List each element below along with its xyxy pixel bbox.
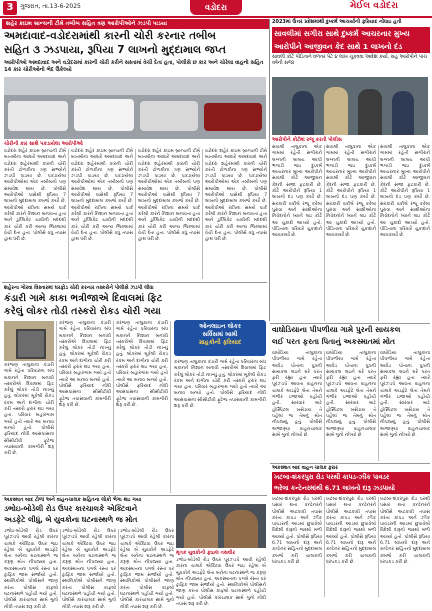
story5-body-col2	[326, 497, 376, 597]
story6-headline-line2: અડફેટે લીધું, બે યુવકોના ઘટનાસ્થળે જ મોત	[4, 515, 138, 524]
story4-body: વાઘોડિયા તાલુકાના પીપળીયા ગામે રહેતા આધેડ પોતાના પુત્રની સાયકલ લઇને ઘરે પરત ફરી રહ્યા હતા ત્યારે પૂરઝડપે આવતા વાહનના ચાલકે અડફેટે લેતા તેમને ગંભીર ઇજાઓ પહોંચી હતી. સારવાર માટે હોસ્પિટલ ખસેડાય તે પહેલાં જ તેમનું મોત નીપજ્યું હતું. પોલીસે અજાણ્યા વાહનચાલક સામે ગુનો નોંધ્યો છે.	[272, 351, 322, 438]
section-divider	[270, 463, 430, 464]
story6-photo-caption: મૃતક યુવકોની ફાઇલ તસવીર	[176, 550, 236, 556]
story3-body-col1	[4, 363, 54, 493]
section-divider	[2, 282, 267, 283]
story6-body-col1	[4, 529, 58, 610]
story6-kicker: અકસ્માત બાદ ટોળાં અને વાહનચાલક સહિતના લોકો ભેગા થઇ ગયા	[4, 497, 142, 503]
col-divider	[378, 351, 379, 461]
section-divider	[270, 323, 430, 324]
story1-body: વડોદરા શહેર ક્રાઇમ બ્રાન્ચની ટીમે બાતમીના આધારે અમદાવાદ અને વડોદરા શહેરમાંથી કારની ચોરી કરતી ટોળકીના ત્રણ સભ્યોને ઝડપી પાડયા છે. પકડાયેલા આરોપીઓમાં એક તબીબનો પણ સમાવેશ થાય છે. પોલીસે આરોપીઓ પાસેથી રૂપિયા 7 લાખનો મુદ્દામાલ કબજે કર્યો છે. આરોપીઓ રાત્રિના સમયે પાર્ક કરેલી કારને નિશાન બનાવતા હતા અને ડુપ્લિકેટ ચાવીની મદદથી કાર ચોરી કરી અન્ય જિલ્લામાં વેચી દેતા હતા. પોલીસે વધુ તપાસ હાથ ધરી છે.	[4, 149, 66, 243]
story2-headline-line1: સાવલીમાં સગીરા સાથે દુષ્કર્મ આચરનાર મુખ્ય	[272, 27, 430, 40]
col-divider	[324, 497, 325, 597]
page-column-divider	[269, 19, 270, 321]
story6-body-cont: ડભોઇ-બોડેલી રોડ ઉપર પૂરઝડપે આવી રહેલી કારના ચાલકે એક્ટિવા ઉપર જઇ રહેલા બે યુવકોને અડફેટે લેતા બંનેના ઘટનાસ્થળે જ કરૂણ મોત નીપજ્યા હતા. અકસ્માતના પગલે રસ્તા પર ટ્રાફિક જામ સર્જાયો હતો. સ્થાનિકોએ પોલીસને જાણ કરતા પોલીસ કાફલો ઘટનાસ્થળે પહોંચી ગયો હતો. પોલીસે કારચાલક સામે ગુનો નોંધી તપાસ શરૂ કરી છે.	[62, 529, 116, 610]
story3-body-col4	[174, 360, 266, 493]
story6-headline-line1: ડભોઇ-બોડેલી રોડ ઉપર કારચાલકે એક્ટિવાને	[4, 504, 138, 513]
story1-body-col4	[205, 149, 267, 279]
col-divider	[135, 149, 136, 279]
notice-box	[174, 320, 266, 356]
story5-kicker: અકસ્માત બાદ વાહન ચાલક ફરાર	[272, 466, 338, 471]
story6-photo	[176, 504, 266, 548]
story1-photo-caption: ચોરીની કાર સાથે પકડાયેલા આરોપીઓ	[4, 141, 83, 147]
story6-body-col3	[120, 529, 174, 610]
story1-body-col1	[4, 149, 66, 279]
notice-line1: ઓનલાઇન લોકર	[199, 323, 241, 330]
story1-body-cont: વડોદરા શહેર ક્રાઇમ બ્રાન્ચની ટીમે બાતમીના આધારે અમદાવાદ અને વડોદરા શહેરમાંથી કારની ચોરી કરતી ટોળકીના ત્રણ સભ્યોને ઝડપી પાડયા છે. પકડાયેલા આરોપીઓમાં એક તબીબનો પણ સમાવેશ થાય છે. પોલીસે આરોપીઓ પાસેથી રૂપિયા 7 લાખનો મુદ્દામાલ કબજે કર્યો છે. આરોપીઓ રાત્રિના સમયે પાર્ક કરેલી કારને નિશાન બનાવતા હતા અને ડુપ્લિકેટ ચાવીની મદદથી કાર ચોરી કરી અન્ય જિલ્લામાં વેચી દેતા હતા. પોલીસે વધુ તપાસ હાથ ધરી છે.	[138, 149, 200, 243]
story4-body-cont: વાઘોડિયા તાલુકાના પીપળીયા ગામે રહેતા આધેડ પોતાના પુત્રની સાયકલ લઇને ઘરે પરત ફરી રહ્યા હતા ત્યારે પૂરઝડપે આવતા વાહનના ચાલકે અડફેટે લેતા તેમને ગંભીર ઇજાઓ પહોંચી હતી. સારવાર માટે હોસ્પિટલ ખસેડાય તે પહેલાં જ તેમનું મોત નીપજ્યું હતું. પોલીસે અજાણ્યા વાહનચાલક સામે ગુનો નોંધ્યો છે.	[380, 351, 430, 438]
story1-headline-line1: અમદાવાદ-વડોદરામાંથી કારની ચોરી કરનાર તબીબ	[4, 30, 216, 42]
story3-body-col3	[116, 321, 168, 493]
story2-body: સાવલી તાલુકાના એક ગામમાં રહેતી સગીરાને લગ્નની લાલચ આપી ભગાડી જઇ દુષ્કર્મ આચરનાર મુખ્ય આરોપીને સાવલી કોર્ટે આજીવન કેદની સજા ફટકારી છે. કોર્ટે આરોપીને રૂપિયા 1 લાખનો દંડ પણ કર્યો છે. સરકારી વકીલે રજૂ કરેલા પુરાવા અને સાક્ષીઓના નિવેદનોને ધ્યાને લઇ કોર્ટે આ ચુકાદો આપ્યો હતો. પીડિતાના પરિવારે ચુકાદાને આવકાર્યો છે.	[272, 145, 322, 239]
col-divider	[170, 321, 171, 493]
story4-body-col1	[272, 351, 322, 461]
story1-kicker: શહેર ક્રાઇમ બ્રાન્ચની ટીમે તબીબ સહિત ત્રણ આરોપીઓને ઝડપી પાડયા	[2, 19, 270, 29]
notice-line2: સર્વિસમાં ખામી	[202, 331, 238, 338]
col-divider	[56, 321, 57, 493]
story5-body-col1	[272, 497, 322, 597]
person-portrait	[224, 510, 258, 548]
story1-body-col2	[71, 149, 133, 279]
section-divider	[2, 495, 267, 496]
story1-body-cont: વડોદરા શહેર ક્રાઇમ બ્રાન્ચની ટીમે બાતમીના આધારે અમદાવાદ અને વડોદરા શહેરમાંથી કારની ચોરી કરતી ટોળકીના ત્રણ સભ્યોને ઝડપી પાડયા છે. પકડાયેલા આરોપીઓમાં એક તબીબનો પણ સમાવેશ થાય છે. પોલીસે આરોપીઓ પાસેથી રૂપિયા 7 લાખનો મુદ્દામાલ કબજે કર્યો છે. આરોપીઓ રાત્રિના સમયે પાર્ક કરેલી કારને નિશાન બનાવતા હતા અને ડુપ્લિકેટ ચાવીની મદદથી કાર ચોરી કરી અન્ય જિલ્લામાં વેચી દેતા હતા. પોલીસે વધુ તપાસ હાથ ધરી છે.	[71, 149, 133, 243]
story2-deck: સાવલી કોર્ટે પીડિતાને વળતર પેટે ૪ લાખ ચૂકવવા આદેશ કર્યો, સહ આરોપીને પાંચ વર્ષની સજા	[272, 55, 427, 67]
story3-body: કરજણ તાલુકાના કંડારી ગામે રહેતા પરિવારના બંધ મકાનને નિશાન બનાવી તસ્કરોએ દિવાલમાં ફિટ કરેલું લોકર તોડી નાખ્યું હતું. લોકરમાં મૂકેલી રોકડ રકમ અને દાગીના ચોરી કરી તસ્કરો ફરાર થઇ ગયા હતા. પરિવાર બહારગામ ગયો હતો ત્યારે આ બનાવ બન્યો હતો. પોલીસે ફરિયાદ નોંધી આસપાસના સીસીટીવી ફૂટેજ તપાસવાની કામગીરી શરૂ કરી છે.	[4, 363, 54, 457]
story4-body-cont: વાઘોડિયા તાલુકાના પીપળીયા ગામે રહેતા આધેડ પોતાના પુત્રની સાયકલ લઇને ઘરે પરત ફરી રહ્યા હતા ત્યારે પૂરઝડપે આવતા વાહનના ચાલકે અડફેટે લેતા તેમને ગંભીર ઇજાઓ પહોંચી હતી. સારવાર માટે હોસ્પિટલ ખસેડાય તે પહેલાં જ તેમનું મોત નીપજ્યું હતું. પોલીસે અજાણ્યા વાહનચાલક સામે ગુનો નોંધ્યો છે.	[326, 351, 376, 438]
edition-brand: મેઈલ વડોદરા	[350, 1, 398, 11]
story3-body-col2	[59, 321, 111, 493]
col-divider	[202, 149, 203, 279]
col-divider	[378, 145, 379, 321]
story5-headline-line1: ખટંબા-શંકરપુરા રોડ પરથી કાપડ-ઝીંક પાવડર	[272, 472, 430, 483]
col-divider	[378, 497, 379, 597]
story6-body: ડભોઇ-બોડેલી રોડ ઉપર પૂરઝડપે આવી રહેલી કારના ચાલકે એક્ટિવા ઉપર જઇ રહેલા બે યુવકોને અડફેટે લેતા બંનેના ઘટનાસ્થળે જ કરૂણ મોત નીપજ્યા હતા. અકસ્માતના પગલે રસ્તા પર ટ્રાફિક જામ સર્જાયો હતો. સ્થાનિકોએ પોલીસને જાણ કરતા પોલીસ કાફલો ઘટનાસ્થળે પહોંચી ગયો હતો. પોલીસે કારચાલક સામે ગુનો નોંધી તપાસ શરૂ કરી છે.	[4, 529, 58, 610]
person-figure	[358, 89, 382, 135]
story1-photo	[4, 77, 266, 139]
col-divider	[118, 529, 119, 597]
story1-body-col3	[138, 149, 200, 279]
story2-body-col2	[326, 145, 376, 321]
story2-headline-line2: આરોપીને આજીવન કેદ સાથે 1 લાખનો દંડ	[272, 40, 430, 53]
story1-deck: આરોપીઓ અમદાવાદ અને વડોદરામાં કારની ચોરી કરીને સસ્તામાં વેચી દેતા હતા, પોલીસે છ કાર અને ચોરેલા વાહનો સહિત 14 કાર ચોરીઓનો ભેદ ઉકેલ્યો	[4, 60, 264, 73]
story3-body-cont: કરજણ તાલુકાના કંડારી ગામે રહેતા પરિવારના બંધ મકાનને નિશાન બનાવી તસ્કરોએ દિવાલમાં ફિટ કરેલું લોકર તોડી નાખ્યું હતું. લોકરમાં મૂકેલી રોકડ રકમ અને દાગીના ચોરી કરી તસ્કરો ફરાર થઇ ગયા હતા. પરિવાર બહારગામ ગયો હતો ત્યારે આ બનાવ બન્યો હતો. પોલીસે ફરિયાદ નોંધી આસપાસના સીસીટીવી ફૂટેજ તપાસવાની કામગીરી શરૂ કરી છે.	[116, 321, 168, 408]
story6-body-cont: ડભોઇ-બોડેલી રોડ ઉપર પૂરઝડપે આવી રહેલી કારના ચાલકે એક્ટિવા ઉપર જઇ રહેલા બે યુવકોને અડફેટે લેતા બંનેના ઘટનાસ્થળે જ કરૂણ મોત નીપજ્યા હતા. અકસ્માતના પગલે રસ્તા પર ટ્રાફિક જામ સર્જાયો હતો. સ્થાનિકોએ પોલીસને જાણ કરતા પોલીસ કાફલો ઘટનાસ્થળે પહોંચી ગયો હતો. પોલીસે કારચાલક સામે ગુનો નોંધી તપાસ શરૂ કરી છે.	[120, 529, 174, 610]
story2-body-cont: સાવલી તાલુકાના એક ગામમાં રહેતી સગીરાને લગ્નની લાલચ આપી ભગાડી જઇ દુષ્કર્મ આચરનાર મુખ્ય આરોપીને સાવલી કોર્ટે આજીવન કેદની સજા ફટકારી છે. કોર્ટે આરોપીને રૂપિયા 1 લાખનો દંડ પણ કર્યો છે. સરકારી વકીલે રજૂ કરેલા પુરાવા અને સાક્ષીઓના નિવેદનોને ધ્યાને લઇ કોર્ટે આ ચુકાદો આપ્યો હતો. પીડિતાના પરિવારે ચુકાદાને આવકાર્યો છે.	[326, 145, 376, 239]
page-number: 3	[3, 1, 17, 15]
col-divider	[60, 529, 61, 597]
car-shape	[8, 101, 68, 131]
story2-body-cont: સાવલી તાલુકાના એક ગામમાં રહેતી સગીરાને લગ્નની લાલચ આપી ભગાડી જઇ દુષ્કર્મ આચરનાર મુખ્ય આરોપીને સાવલી કોર્ટે આજીવન કેદની સજા ફટકારી છે. કોર્ટે આરોપીને રૂપિયા 1 લાખનો દંડ પણ કર્યો છે. સરકારી વકીલે રજૂ કરેલા પુરાવા અને સાક્ષીઓના નિવેદનોને ધ્યાને લઇ કોર્ટે આ ચુકાદો આપ્યો હતો. પીડિતાના પરિવારે ચુકાદાને આવકાર્યો છે.	[380, 145, 430, 239]
col-divider	[113, 321, 114, 493]
car-shape	[74, 99, 134, 131]
story2-body-col1	[272, 145, 322, 321]
story4-body-col3	[380, 351, 430, 461]
col-divider	[68, 149, 69, 279]
person-figure	[324, 87, 348, 135]
story3-photo	[4, 321, 54, 361]
story5-body-cont: ખટંબા-શંકરપુરા રોડ પરથી પસાર થતા કન્ટેનરને પોલીસે અટકાવી તપાસ કરતા કાપડ અને ઝીંક પાવડરની આડમાં છુપાવેલો વિદેશી દારૂનો જથ્થો મળી આવ્યો હતો. પોલીસે રૂપિયા 6.71 લાખનો દારૂ અને કન્ટેનર સહિતનો મુદ્દામાલ કબજે કરી ચાલકની ધરપકડ કરી છે.	[326, 497, 376, 565]
person-figure	[292, 91, 314, 135]
car-shape	[140, 101, 198, 131]
story1-headline-line2: સહિત ૩ ઝડપાયા, રૂપિયા 7 લાખનો મુદ્દામાલ જપ્ત	[4, 44, 226, 56]
story2-body-col3	[380, 145, 430, 321]
story2-kicker: 2023માં ઉત્તર પ્રદેશમાંથી દુષ્કર્મ આચર્યાની ફરિયાદ નોંધાઇ હતી	[272, 19, 402, 25]
person-figure	[392, 91, 414, 135]
story3-body-cont: કરજણ તાલુકાના કંડારી ગામે રહેતા પરિવારના બંધ મકાનને નિશાન બનાવી તસ્કરોએ દિવાલમાં ફિટ કરેલું લોકર તોડી નાખ્યું હતું. લોકરમાં મૂકેલી રોકડ રકમ અને દાગીના ચોરી કરી તસ્કરો ફરાર થઇ ગયા હતા. પરિવાર બહારગામ ગયો હતો ત્યારે આ બનાવ બન્યો હતો. પોલીસે ફરિયાદ નોંધી આસપાસના સીસીટીવી ફૂટેજ તપાસવાની કામગીરી શરૂ કરી છે.	[174, 360, 266, 410]
section-tab-city: વડોદરા	[190, 0, 242, 15]
story3-body-cont: કરજણ તાલુકાના કંડારી ગામે રહેતા પરિવારના બંધ મકાનને નિશાન બનાવી તસ્કરોએ દિવાલમાં ફિટ કરેલું લોકર તોડી નાખ્યું હતું. લોકરમાં મૂકેલી રોકડ રકમ અને દાગીના ચોરી કરી તસ્કરો ફરાર થઇ ગયા હતા. પરિવાર બહારગામ ગયો હતો ત્યારે આ બનાવ બન્યો હતો. પોલીસે ફરિયાદ નોંધી આસપાસના સીસીટીવી ફૂટેજ તપાસવાની કામગીરી શરૂ કરી છે.	[59, 321, 111, 408]
story3-kicker: શહેરના ગોરવા વિસ્તારમાં ઘરફોડ ચોરી કરનાર તસ્કરોને પોલીસે ઝડપી લીધા	[4, 285, 154, 291]
story4-body-col2	[326, 351, 376, 461]
story3-headline-line1: કંડારી ગામે કાકા ભત્રીજાએ દિવાલમાં ફિટ	[4, 293, 163, 304]
story6-body-col2	[62, 529, 116, 610]
col-divider	[324, 145, 325, 321]
car-shape	[204, 103, 262, 131]
locker-shape	[16, 329, 46, 359]
story6-body-col4	[176, 558, 266, 608]
story6-body-cont: ડભોઇ-બોડેલી રોડ ઉપર પૂરઝડપે આવી રહેલી કારના ચાલકે એક્ટિવા ઉપર જઇ રહેલા બે યુવકોને અડફેટે લેતા બંનેના ઘટનાસ્થળે જ કરૂણ મોત નીપજ્યા હતા. અકસ્માતના પગલે રસ્તા પર ટ્રાફિક જામ સર્જાયો હતો. સ્થાનિકોએ પોલીસને જાણ કરતા પોલીસ કાફલો ઘટનાસ્થળે પહોંચી ગયો હતો. પોલીસે કારચાલક સામે ગુનો નોંધી તપાસ શરૂ કરી છે.	[176, 558, 266, 608]
story2-photo	[272, 77, 428, 135]
story1-body-cont: વડોદરા શહેર ક્રાઇમ બ્રાન્ચની ટીમે બાતમીના આધારે અમદાવાદ અને વડોદરા શહેરમાંથી કારની ચોરી કરતી ટોળકીના ત્રણ સભ્યોને ઝડપી પાડયા છે. પકડાયેલા આરોપીઓમાં એક તબીબનો પણ સમાવેશ થાય છે. પોલીસે આરોપીઓ પાસેથી રૂપિયા 7 લાખનો મુદ્દામાલ કબજે કર્યો છે. આરોપીઓ રાત્રિના સમયે પાર્ક કરેલી કારને નિશાન બનાવતા હતા અને ડુપ્લિકેટ ચાવીની મદદથી કાર ચોરી કરી અન્ય જિલ્લામાં વેચી દેતા હતા. પોલીસે વધુ તપાસ હાથ ધરી છે.	[205, 149, 267, 243]
story5-body-col3	[380, 497, 430, 597]
story5-headline-line2: ભરેલા કન્ટેનરમાંથી 6.71 લાખનો દારૂ ઝડપાયો	[272, 483, 430, 494]
person-portrait	[184, 510, 218, 548]
notice-line3: ગ્રાહકોની ફરિયાદ	[198, 339, 242, 346]
col-divider	[324, 351, 325, 461]
story2-photo-caption: આરોપીને કોર્ટમાં રજૂ કરતી પોલીસ	[272, 137, 342, 143]
dateline: ગુજરાત, તા.13-6-2025	[20, 3, 81, 10]
story5-body-cont: ખટંબા-શંકરપુરા રોડ પરથી પસાર થતા કન્ટેનરને પોલીસે અટકાવી તપાસ કરતા કાપડ અને ઝીંક પાવડરની આડમાં છુપાવેલો વિદેશી દારૂનો જથ્થો મળી આવ્યો હતો. પોલીસે રૂપિયા 6.71 લાખનો દારૂ અને કન્ટેનર સહિતનો મુદ્દામાલ કબજે કરી ચાલકની ધરપકડ કરી છે.	[380, 497, 430, 565]
story4-headline-line2: લઈ પરત ફરતા પિતાનું અકસ્માતમાં મોત	[272, 337, 396, 346]
sky-band	[4, 77, 266, 95]
story5-body: ખટંબા-શંકરપુરા રોડ પરથી પસાર થતા કન્ટેનરને પોલીસે અટકાવી તપાસ કરતા કાપડ અને ઝીંક પાવડરની આડમાં છુપાવેલો વિદેશી દારૂનો જથ્થો મળી આવ્યો હતો. પોલીસે રૂપિયા 6.71 લાખનો દારૂ અને કન્ટેનર સહિતનો મુદ્દામાલ કબજે કરી ચાલકની ધરપકડ કરી છે.	[272, 497, 322, 565]
story3-headline-line2: કરેલું લોકર તોડી તસ્કરો રોકડ ચોરી ગયા	[4, 306, 161, 317]
story4-headline-line1: વાઘોડિયાના પીપળીયા ગામે પુરની સાયકલ	[272, 325, 401, 334]
